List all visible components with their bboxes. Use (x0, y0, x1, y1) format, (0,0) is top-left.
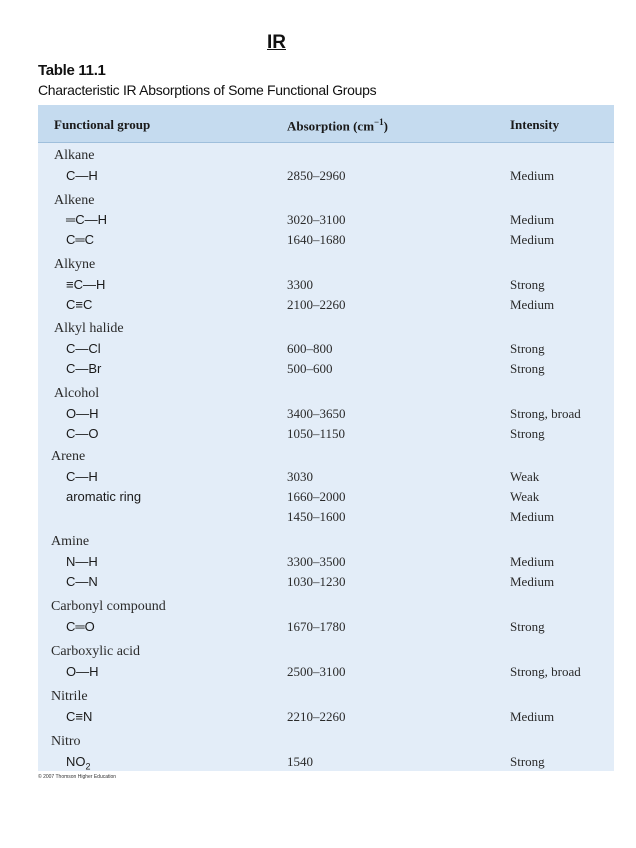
absorption-header-close: ) (383, 118, 389, 134)
bond-label (66, 709, 92, 725)
intensity-value: Medium (510, 554, 555, 569)
functional-group-name: Carbonyl compound (51, 599, 166, 614)
bond-subscript: 2 (85, 761, 91, 772)
bond-label (66, 406, 99, 422)
bond-label (66, 619, 95, 635)
bond-text: ═C—H (66, 212, 107, 227)
bond-label (66, 341, 101, 357)
absorption-value: 3300 (287, 277, 313, 292)
bond-label (66, 297, 92, 313)
bond-text: C—Cl (66, 341, 101, 356)
functional-group-name: Alkene (54, 193, 95, 208)
absorption-value: 1540 (287, 754, 313, 769)
bond-label (66, 277, 105, 293)
table-caption: Characteristic IR Absorptions of Some Functional Groups (38, 82, 377, 98)
absorption-value: 1030–1230 (287, 574, 346, 589)
bond-text: C—H (66, 469, 98, 484)
bond-label (66, 754, 91, 775)
bond-text: C—Br (66, 361, 102, 376)
absorption-value: 1050–1150 (287, 426, 346, 441)
bond-text: O—H (66, 664, 99, 679)
intensity-value: Medium (510, 232, 555, 247)
page-heading-text: IR (267, 32, 286, 53)
copyright-notice: © 2007 Thomson Higher Education (38, 774, 117, 780)
absorption-value: 1670–1780 (287, 619, 346, 634)
intensity-value: Strong (510, 426, 545, 441)
bond-text: C≡N (66, 709, 93, 724)
absorption-value: 1450–1600 (287, 509, 346, 524)
bond-text: ≡C—H (66, 277, 106, 292)
intensity-value: Weak (510, 469, 540, 484)
bond-text: C≡C (66, 297, 93, 312)
functional-group-name: Alkane (54, 148, 95, 163)
absorption-value: 2210–2260 (287, 709, 346, 724)
intensity-value: Strong (510, 754, 545, 769)
intensity-value: Strong (510, 361, 545, 376)
absorption-value: 2850–2960 (287, 168, 346, 183)
absorption-value: 600–800 (287, 341, 333, 356)
column-header-intensity: Intensity (510, 117, 560, 132)
intensity-value: Medium (510, 709, 555, 724)
bond-label (66, 212, 107, 228)
intensity-value: Medium (510, 509, 555, 524)
absorption-header-text: Absorption (cm (287, 118, 375, 134)
bond-text: C—N (66, 574, 98, 589)
absorption-value: 3020–3100 (287, 212, 346, 227)
absorption-value: 2500–3100 (287, 664, 346, 679)
functional-group-name: Nitro (51, 734, 81, 749)
functional-group-name: Alcohol (54, 386, 100, 401)
intensity-value: Strong, broad (510, 664, 581, 679)
table-header-row (38, 105, 614, 143)
functional-group-name: Alkyne (54, 257, 96, 272)
bond-text: C═C (66, 232, 94, 247)
absorption-value: 1660–2000 (287, 489, 346, 504)
absorption-value: 2100–2260 (287, 297, 346, 312)
bond-text: O—H (66, 406, 99, 421)
bond-text: C—H (66, 168, 98, 183)
table-number: Table 11.1 (38, 62, 106, 79)
intensity-value: Weak (510, 489, 540, 504)
intensity-value: Strong, broad (510, 406, 581, 421)
intensity-value: Strong (510, 341, 545, 356)
absorption-value: 3030 (287, 469, 313, 484)
functional-group-name: Arene (51, 449, 86, 464)
absorption-value: 3300–3500 (287, 554, 346, 569)
absorption-header-exponent: −1 (374, 117, 384, 127)
bond-text: C═O (66, 619, 95, 634)
bond-text: C—O (66, 426, 99, 441)
ir-absorption-table (38, 105, 614, 771)
bond-label (66, 554, 98, 570)
bond-label (66, 361, 101, 377)
intensity-value: Strong (510, 277, 545, 292)
page-heading (0, 32, 552, 54)
bond-label (66, 469, 98, 485)
functional-group-name: Amine (51, 534, 90, 549)
bond-text: aromatic ring (66, 489, 142, 504)
bond-label (66, 168, 98, 184)
absorption-value: 1640–1680 (287, 232, 346, 247)
column-header-absorption (287, 117, 388, 134)
bond-label (66, 489, 141, 505)
intensity-value: Medium (510, 574, 555, 589)
functional-group-name: Nitrile (51, 689, 88, 704)
intensity-value: Strong (510, 619, 545, 634)
bond-label (66, 664, 99, 680)
bond-text: NO (66, 754, 86, 769)
intensity-value: Medium (510, 168, 555, 183)
absorption-value: 500–600 (287, 361, 333, 376)
bond-label (66, 574, 98, 590)
bond-label (66, 232, 94, 248)
functional-group-name: Alkyl halide (54, 321, 124, 336)
intensity-value: Medium (510, 212, 555, 227)
bond-text: N—H (66, 554, 98, 569)
bond-label (66, 426, 99, 442)
absorption-value: 3400–3650 (287, 406, 346, 421)
intensity-value: Medium (510, 297, 555, 312)
functional-group-name: Carboxylic acid (51, 644, 141, 659)
column-header-functional-group: Functional group (54, 117, 151, 132)
